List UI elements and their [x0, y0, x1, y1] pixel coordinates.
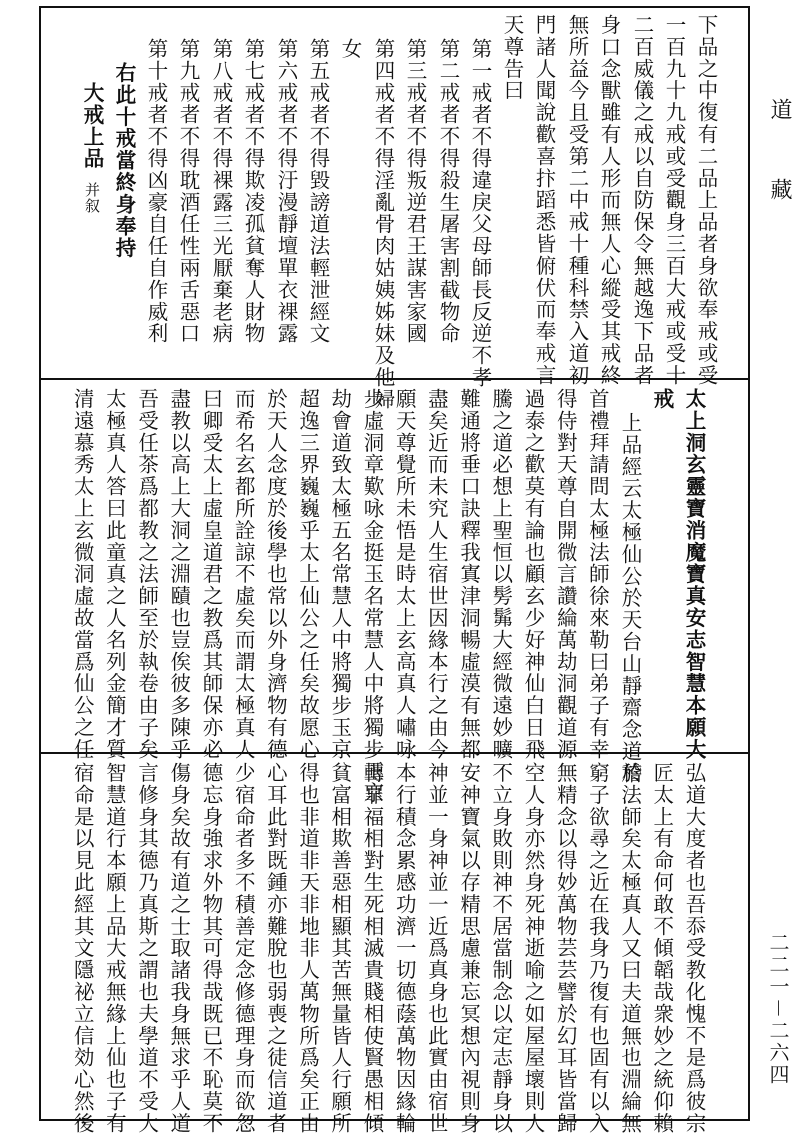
text-column: 第二戒者不得殺生屠害割截物命 [436, 38, 460, 345]
text-column: 過泰之歡莫有論也顧玄少好神仙白日飛 [521, 388, 545, 761]
text-column: 轉罪福相對生死相滅貴賤相使賢愚相傾 [360, 762, 384, 1134]
text-column: 首禮拜請問太極法師徐來勒曰弟子有幸 [585, 388, 610, 761]
text-column: 少宿命者多不積善定念修德理身而欲忽 [231, 762, 256, 1134]
text-column: 戒 [650, 388, 674, 410]
page-number: 二二一－二六四 [766, 932, 790, 1086]
text-column: 太上洞玄靈寶消魔寶真安志智慧本願大 [682, 388, 706, 761]
text-column: 超逸三界巍巍乎太上仙公之任矣故愿心 [295, 388, 320, 761]
text-column: 身口念獸雖有人形而無人心縱受其戒終 [597, 14, 621, 387]
text-column: 德忘身強求外物其可得哉既已不恥莫不 [199, 762, 223, 1134]
text-column: 女 [338, 38, 362, 60]
text-column: 并叙 [83, 182, 101, 214]
text-column: 匠太上有命何敢不傾韜哉衆妙之統仰賴 [649, 762, 674, 1134]
text-column: 得也非道非天非地非人萬物所爲矣正由 [295, 762, 320, 1134]
text-column: 太極真人答曰此童真之人名列金簡才質 [102, 388, 127, 761]
text-column: 清遠慕秀太上玄微洞虛故當爲仙公之任 [70, 388, 95, 761]
text-column: 第七戒者不得欺凌孤貧奪人財物 [241, 38, 265, 345]
text-column: 步虛洞章歎咏金挺玉名常慧人中將獨步玉京 [360, 388, 384, 805]
text-column: 心耳此對既鍾亦難脫也弱喪之徒信道者 [263, 762, 288, 1134]
text-column: 不立身敗則神不居當制念以定志靜身以 [488, 762, 513, 1134]
text-column: 門諸人聞說歡喜抃蹈悉皆俯伏而奉戒言 [532, 14, 556, 387]
text-column: 二百威儀之戒以自防保令無越逸下品者 [630, 14, 654, 387]
text-column: 盡矣近而未究人生宿世因緣本行之由今 [424, 388, 449, 761]
margin-label-zang: 藏 [767, 178, 792, 204]
text-column: 窮子欲尋之近在我身乃復有也固有以入 [585, 762, 610, 1134]
text-column: 第三戒者不得叛逆君王謀害家國 [403, 38, 427, 345]
text-column: 而希名玄都所詮諒不虛矣而謂太極真人 [231, 388, 256, 761]
text-column: 於天人念度於後學也常以外身濟物有德 [263, 388, 288, 761]
text-column: 本行積念累感功濟一切德蔭萬物因緣輪 [392, 762, 417, 1134]
text-column: 第八戒者不得裸露三光厭棄老病 [209, 38, 233, 345]
text-column: 第一戒者不得違戾父母師長反逆不孝 [468, 38, 492, 389]
text-column: 弘道大度者也吾忝受教化愧不是爲彼宗 [682, 762, 706, 1134]
text-column: 於法師矣太極真人又曰夫道無也淵綸無 [617, 762, 642, 1134]
text-column: 願天尊覺所未悟是時太上玄高真人嘯咏 [392, 388, 417, 761]
text-column: 天尊告曰 [500, 14, 524, 102]
text-column: 言修身其德乃真斯之謂也夫學道不受大 [134, 762, 159, 1134]
text-column: 第五戒者不得毀謗道法輕泄經文 [306, 38, 330, 345]
text-column: 騰之道必想上聖恒以髣髴大經微遠妙曠 [488, 388, 513, 761]
text-column: 上品經云太極仙公於天台山靜齋念道稽 [618, 412, 642, 785]
text-column: 第六戒者不得汙漫靜壇單衣裸露 [274, 38, 298, 345]
text-column: 曰卿受太上虛皇道君之教爲其師保亦必 [199, 388, 223, 761]
text-column: 神並一身神並一近爲真身也此實由宿世 [424, 762, 449, 1134]
text-column: 吾受任茶爲都教之法師至於執卷由子矣 [134, 388, 159, 761]
text-column: 空人身亦然身死神逝喻之如屋屋壞則人 [521, 762, 545, 1134]
text-column: 一百九十九戒或受觀身三百大戒或受十 [662, 14, 686, 387]
text-column: 右此十戒當終身奉持 [112, 62, 136, 260]
text-column: 得侍對天尊自開微言讚綸萬劫洞觀道源 [553, 388, 578, 761]
text-column: 大戒上品 [80, 82, 104, 170]
text-column: 難通將垂口訣釋我寘津洞暢虛漠有無都 [456, 388, 481, 761]
text-column: 劫會道致太極五名常慧人中將獨步玉京 [327, 388, 352, 761]
margin-label-dao: 道 [767, 98, 792, 124]
text-column: 下品之中復有二品上品者身欲奉戒或受 [694, 14, 718, 387]
text-column: 宿命是以見此經其文隱祕立信効心然後 [70, 762, 95, 1134]
text-column: 智慧道行本願上品大戒無緣上仙也子有 [102, 762, 127, 1134]
text-column: 貧富相欺善惡相顯其苦無量皆人行願所 [327, 762, 352, 1134]
text-column: 第十戒者不得凶豪自任自作威利 [144, 38, 168, 345]
text-column: 第九戒者不得耽酒任性兩舌惡口 [176, 38, 200, 345]
text-column: 無精念以得妙萬物芸芸譬於幻耳皆當歸 [553, 762, 578, 1134]
text-column: 第四戒者不得淫亂骨肉姑姨姊妹及他婦 [371, 38, 395, 411]
text-column: 無所益今且受第二中戒十種科禁入道初 [565, 14, 589, 387]
text-column: 盡教以高上大洞之淵賾也豈俟彼多陳乎 [166, 388, 191, 761]
text-column: 傷身矣故有道之士取諸我身無求乎人道 [166, 762, 191, 1134]
text-column: 安神寶氣以存精思慮兼忘冥想內視則身 [456, 762, 481, 1134]
